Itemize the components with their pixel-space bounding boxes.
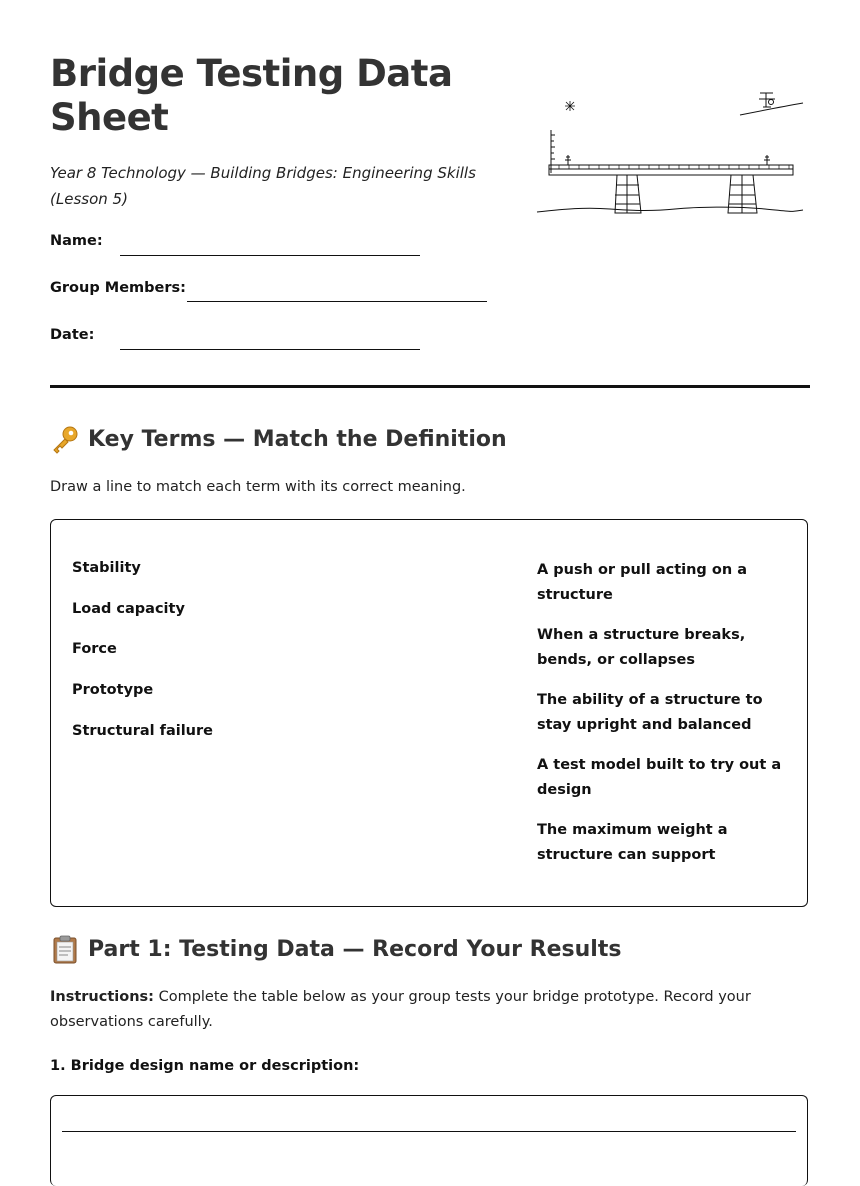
definitions-list bbox=[537, 558, 797, 883]
question-1-answer-box[interactable] bbox=[50, 1095, 808, 1186]
term-stability[interactable]: Stability bbox=[72, 560, 141, 576]
definition-item[interactable]: A push or pull acting on a structure bbox=[537, 562, 747, 603]
instructions-lead: Instructions: bbox=[50, 989, 154, 1005]
key-terms-instruction: Draw a line to match each term with its correct meaning. bbox=[50, 479, 466, 495]
term-load-capacity[interactable]: Load capacity bbox=[72, 601, 185, 617]
part1-instructions bbox=[50, 985, 790, 1035]
page-subtitle: Year 8 Technology — Building Bridges: Engineering Skills (Lesson 5) bbox=[50, 164, 476, 208]
definition-item[interactable]: The maximum weight a structure can support bbox=[537, 822, 728, 863]
key-terms-heading bbox=[50, 424, 507, 454]
name-field[interactable] bbox=[120, 255, 420, 256]
section-divider bbox=[50, 385, 810, 388]
group-members-field[interactable] bbox=[187, 301, 487, 302]
page-title: Bridge Testing Data Sheet bbox=[50, 52, 453, 139]
name-label: Name: bbox=[50, 233, 103, 249]
definition-item[interactable]: When a structure breaks, bends, or collapses bbox=[537, 627, 746, 668]
question-1-label: 1. Bridge design name or description: bbox=[50, 1058, 360, 1074]
part1-heading-text: Part 1: Testing Data — Record Your Results bbox=[88, 936, 622, 962]
answer-line bbox=[62, 1131, 796, 1132]
instructions-text: Complete the table below as your group tests your bridge prototype. Record your observations carefully. bbox=[50, 989, 751, 1030]
date-label: Date: bbox=[50, 327, 95, 343]
definition-item[interactable]: The ability of a structure to stay upright and balanced bbox=[537, 692, 763, 733]
key-terms-heading-text: Key Terms — Match the Definition bbox=[88, 426, 507, 452]
date-field[interactable] bbox=[120, 349, 420, 350]
term-prototype[interactable]: Prototype bbox=[72, 682, 154, 698]
part1-heading bbox=[50, 934, 621, 964]
term-structural-failure[interactable]: Structural failure bbox=[72, 723, 213, 739]
group-members-label: Group Members: bbox=[50, 280, 186, 296]
bridge-illustration bbox=[535, 85, 805, 220]
key-icon bbox=[50, 424, 80, 454]
term-force[interactable]: Force bbox=[72, 641, 117, 657]
clipboard-icon bbox=[50, 934, 80, 964]
matching-box bbox=[50, 519, 808, 907]
definition-item[interactable]: A test model built to try out a design bbox=[537, 757, 782, 798]
